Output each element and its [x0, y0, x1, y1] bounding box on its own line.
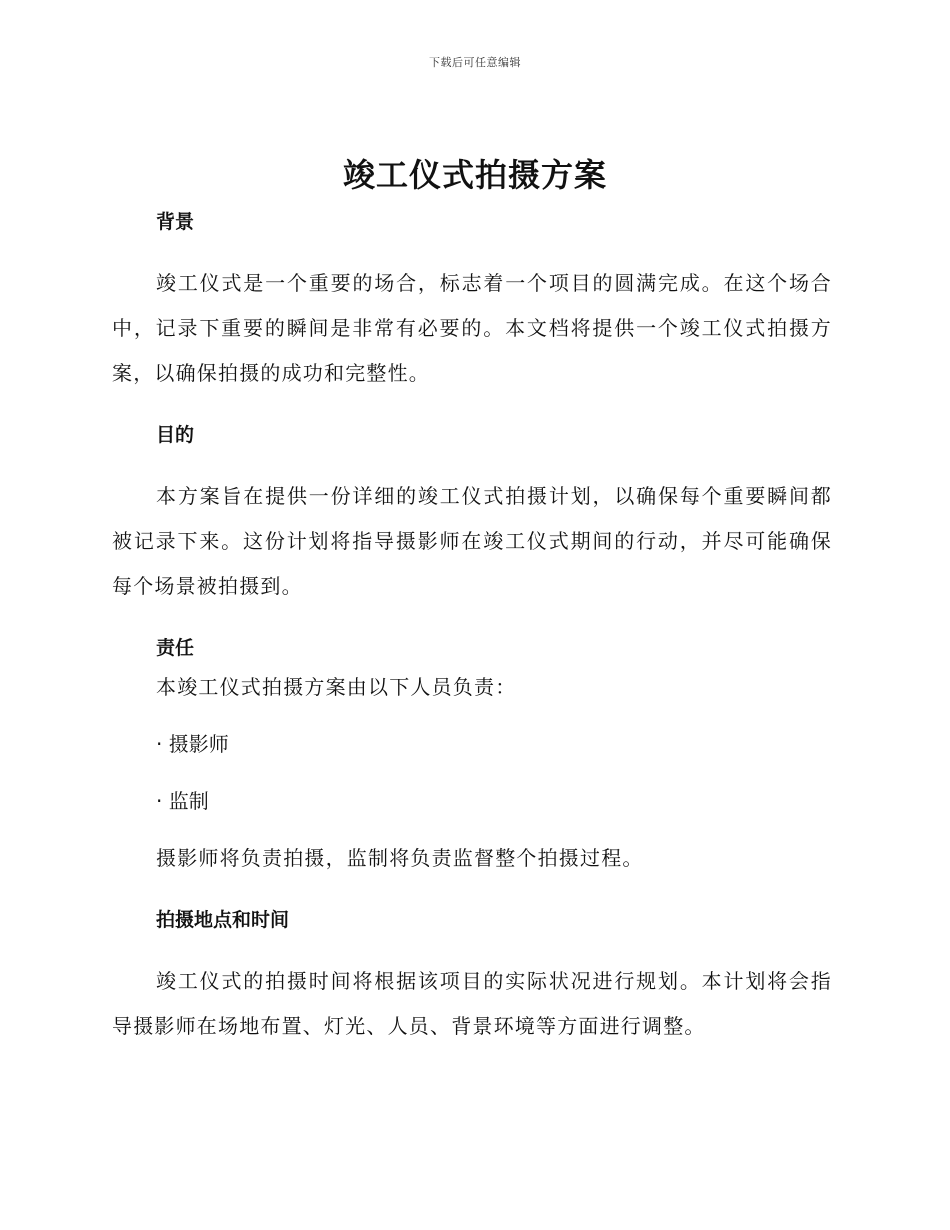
responsibility-summary: 摄影师将负责拍摄，监制将负责监督整个拍摄过程。 — [156, 846, 644, 870]
responsibility-bullet-photographer: · 摄影师 — [156, 732, 229, 756]
section-heading-responsibility: 责任 — [156, 637, 195, 659]
section-heading-location-time: 拍摄地点和时间 — [156, 909, 290, 931]
header-note: 下载后可任意编辑 — [429, 56, 521, 69]
purpose-paragraph: 本方案旨在提供一份详细的竣工仪式拍摄计划，以确保每个重要瞬间都被记录下来。这份计划将指导摄影师在竣工仪式期间的行动，并尽可能确保每个场景被拍摄到。 — [112, 484, 832, 598]
responsibility-bullet-supervisor: · 监制 — [156, 789, 209, 813]
document-body — [112, 205, 832, 1049]
background-paragraph: 竣工仪式是一个重要的场合，标志着一个项目的圆满完成。在这个场合中，记录下重要的瞬间是非常有必要的。本文档将提供一个竣工仪式拍摄方案，以确保拍摄的成功和完整性。 — [112, 271, 832, 385]
section-heading-purpose: 目的 — [156, 424, 195, 446]
section-heading-background: 背景 — [156, 211, 195, 233]
location-time-paragraph: 竣工仪式的拍摄时间将根据该项目的实际状况进行规划。本计划将会指导摄影师在场地布置、灯光、人员、背景环境等方面进行调整。 — [112, 969, 832, 1038]
document-title: 竣工仪式拍摄方案 — [342, 156, 607, 194]
responsibility-intro: 本竣工仪式拍摄方案由以下人员负责： — [156, 675, 517, 699]
